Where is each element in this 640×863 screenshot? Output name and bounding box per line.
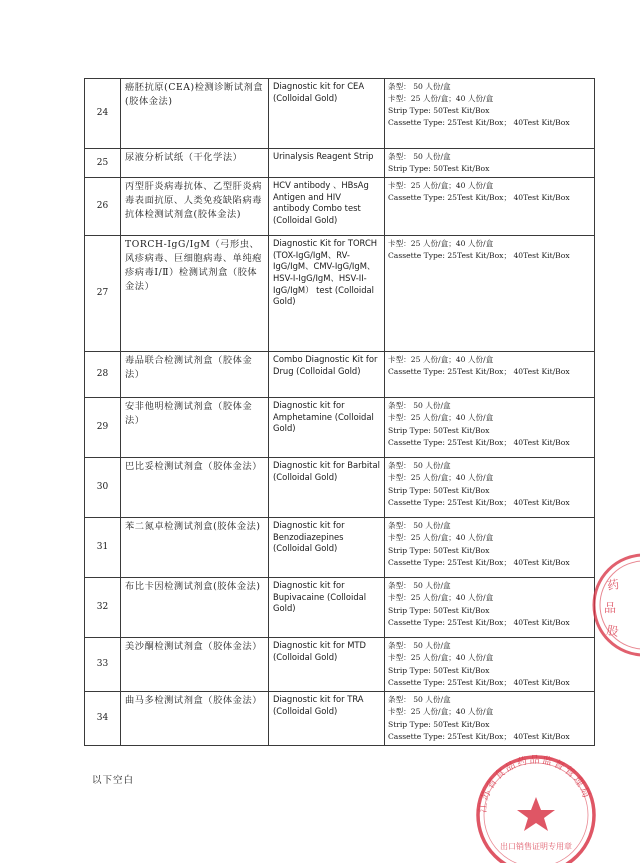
- spec-line: Cassette Type: 25Test Kit/Box； 40Test Kit/Box: [388, 617, 570, 627]
- svg-text:药: 药: [606, 577, 621, 593]
- product-name-en: Diagnostic kit for Benzodiazepines (Colloidal Gold): [269, 518, 385, 578]
- row-number: 28: [85, 352, 121, 398]
- table-row: [85, 638, 595, 692]
- package-spec: [385, 149, 595, 178]
- spec-line: Cassette Type: 25Test Kit/Box； 40Test Kit/Box: [388, 367, 570, 377]
- footer-note: 以下空白: [92, 775, 135, 786]
- product-name-cn: 丙型肝炎病毒抗体、乙型肝炎病毒表面抗原、人类免疫缺陷病毒抗体检测试剂盒(胶体金法): [121, 178, 269, 236]
- row-number: 29: [85, 398, 121, 458]
- spec-line: Cassette Type: 25Test Kit/Box； 40Test Kit/Box: [388, 677, 570, 687]
- package-spec: [385, 352, 595, 398]
- spec-line: Strip Type: 50Test Kit/Box: [388, 425, 490, 435]
- spec-line: 卡型：25 人份/盒；40 人份/盒: [388, 593, 494, 603]
- spec-line: 卡型：25 人份/盒；40 人份/盒: [388, 181, 494, 191]
- product-name-cn: 癌胚抗原(CEA)检测诊断试剂盒(胶体金法): [121, 79, 269, 149]
- package-spec: [385, 638, 595, 692]
- product-name-cn: 安非他明检测试剂盒（胶体金法）: [121, 398, 269, 458]
- spec-line: 条型： 50 人份/盒: [388, 401, 451, 411]
- spec-line: 卡型：25 人份/盒；40 人份/盒: [388, 473, 494, 483]
- product-name-en: Diagnostic kit for Amphetamine (Colloidal Gold): [269, 398, 385, 458]
- package-spec: [385, 236, 595, 352]
- official-seal-icon: [470, 745, 600, 863]
- product-name-en: HCV antibody 、HBsAg Antigen and HIV antibody Combo test (Colloidal Gold): [269, 178, 385, 236]
- package-spec: [385, 458, 595, 518]
- package-spec: [385, 178, 595, 236]
- product-name-en: Diagnostic kit for TRA (Colloidal Gold): [269, 692, 385, 746]
- product-name-cn: 美沙酮检测试剂盒（胶体金法）: [121, 638, 269, 692]
- spec-line: Cassette Type: 25Test Kit/Box； 40Test Kit/Box: [388, 251, 570, 261]
- product-name-cn: 曲马多检测试剂盒（胶体金法）: [121, 692, 269, 746]
- spec-line: 条型： 50 人份/盒: [388, 695, 451, 705]
- spec-line: 卡型：25 人份/盒；40 人份/盒: [388, 413, 494, 423]
- product-name-en: Diagnostic kit for Barbital (Colloidal Gold): [269, 458, 385, 518]
- row-number: 31: [85, 518, 121, 578]
- svg-text:股: 股: [605, 623, 620, 640]
- spec-line: Strip Type: 50Test Kit/Box: [388, 545, 490, 555]
- product-name-en: Diagnostic kit for MTD (Colloidal Gold): [269, 638, 385, 692]
- spec-line: 条型： 50 人份/盒: [388, 641, 451, 651]
- spec-line: Strip Type: 50Test Kit/Box: [388, 665, 490, 675]
- spec-line: Strip Type: 50Test Kit/Box: [388, 164, 490, 174]
- spec-line: 条型： 50 人份/盒: [388, 461, 451, 471]
- spec-line: 条型： 50 人份/盒: [388, 152, 451, 161]
- spec-line: Cassette Type: 25Test Kit/Box； 40Test Kit/Box: [388, 118, 570, 128]
- spec-line: Strip Type: 50Test Kit/Box: [388, 485, 490, 495]
- spec-line: 卡型：25 人份/盒；40 人份/盒: [388, 355, 494, 365]
- svg-text:江苏省食品药品监督管理局: 江苏省食品药品监督管理局: [477, 754, 593, 814]
- spec-line: 卡型：25 人份/盒；40 人份/盒: [388, 94, 494, 104]
- product-name-cn: 苯二氮卓检测试剂盒(胶体金法): [121, 518, 269, 578]
- table-row: [85, 352, 595, 398]
- product-name-cn: 布比卡因检测试剂盒(胶体金法): [121, 578, 269, 638]
- row-number: 34: [85, 692, 121, 746]
- spec-line: 卡型：25 人份/盒；40 人份/盒: [388, 707, 494, 717]
- row-number: 25: [85, 149, 121, 178]
- table-row: [85, 79, 595, 149]
- row-number: 33: [85, 638, 121, 692]
- svg-text:品: 品: [604, 601, 617, 615]
- package-spec: [385, 398, 595, 458]
- spec-line: 条型： 50 人份/盒: [388, 82, 451, 91]
- row-number: 24: [85, 79, 121, 149]
- spec-line: Cassette Type: 25Test Kit/Box； 40Test Kit/Box: [388, 557, 570, 567]
- row-number: 32: [85, 578, 121, 638]
- table-row: [85, 398, 595, 458]
- spec-line: Cassette Type: 25Test Kit/Box； 40Test Kit/Box: [388, 193, 570, 203]
- product-name-cn: 尿液分析试纸（干化学法）: [121, 149, 269, 178]
- table-row: [85, 692, 595, 746]
- table-row: [85, 578, 595, 638]
- spec-line: Strip Type: 50Test Kit/Box: [388, 106, 490, 116]
- package-spec: [385, 578, 595, 638]
- spec-line: 卡型：25 人份/盒；40 人份/盒: [388, 653, 494, 663]
- row-number: 26: [85, 178, 121, 236]
- row-number: 27: [85, 236, 121, 352]
- row-number: 30: [85, 458, 121, 518]
- package-spec: [385, 692, 595, 746]
- spec-line: Cassette Type: 25Test Kit/Box； 40Test Kit/Box: [388, 497, 570, 507]
- product-name-cn: TORCH-IgG/IgM（弓形虫、风疹病毒、巨细胞病毒、单纯疱疹病毒Ⅰ/Ⅱ）检测试剂盒（胶体金法）: [121, 236, 269, 352]
- table-row: [85, 518, 595, 578]
- table-row: [85, 178, 595, 236]
- product-name-en: Diagnostic Kit for TORCH (TOX-IgG/IgM、RV-IgG/IgM、CMV-IgG/IgM、HSV-I-IgG/IgM、HSV-II-IgG/IgM） test (Colloidal Gold): [269, 236, 385, 352]
- product-name-cn: 巴比妥检测试剂盒（胶体金法）: [121, 458, 269, 518]
- spec-line: 条型： 50 人份/盒: [388, 581, 451, 591]
- table-row: [85, 236, 595, 352]
- spec-line: Cassette Type: 25Test Kit/Box； 40Test Kit/Box: [388, 731, 570, 741]
- product-name-en: Diagnostic kit for Bupivacaine (Colloidal Gold): [269, 578, 385, 638]
- product-table: [84, 78, 595, 746]
- product-name-cn: 毒品联合检测试剂盒（胶体金法）: [121, 352, 269, 398]
- spec-line: Strip Type: 50Test Kit/Box: [388, 719, 490, 729]
- spec-line: 卡型：25 人份/盒；40 人份/盒: [388, 239, 494, 249]
- spec-line: Strip Type: 50Test Kit/Box: [388, 605, 490, 615]
- partial-stamp-icon: [586, 550, 640, 660]
- product-name-en: Urinalysis Reagent Strip: [269, 149, 385, 178]
- product-name-en: Combo Diagnostic Kit for Drug (Colloidal Gold): [269, 352, 385, 398]
- table-row: [85, 149, 595, 178]
- spec-line: 条型： 50 人份/盒: [388, 521, 451, 531]
- package-spec: [385, 518, 595, 578]
- table-row: [85, 458, 595, 518]
- spec-line: 卡型：25 人份/盒；40 人份/盒: [388, 533, 494, 543]
- package-spec: [385, 79, 595, 149]
- product-name-en: Diagnostic kit for CEA (Colloidal Gold): [269, 79, 385, 149]
- svg-text:出口销售证明专用章: 出口销售证明专用章: [500, 842, 572, 851]
- spec-line: Cassette Type: 25Test Kit/Box； 40Test Kit/Box: [388, 437, 570, 447]
